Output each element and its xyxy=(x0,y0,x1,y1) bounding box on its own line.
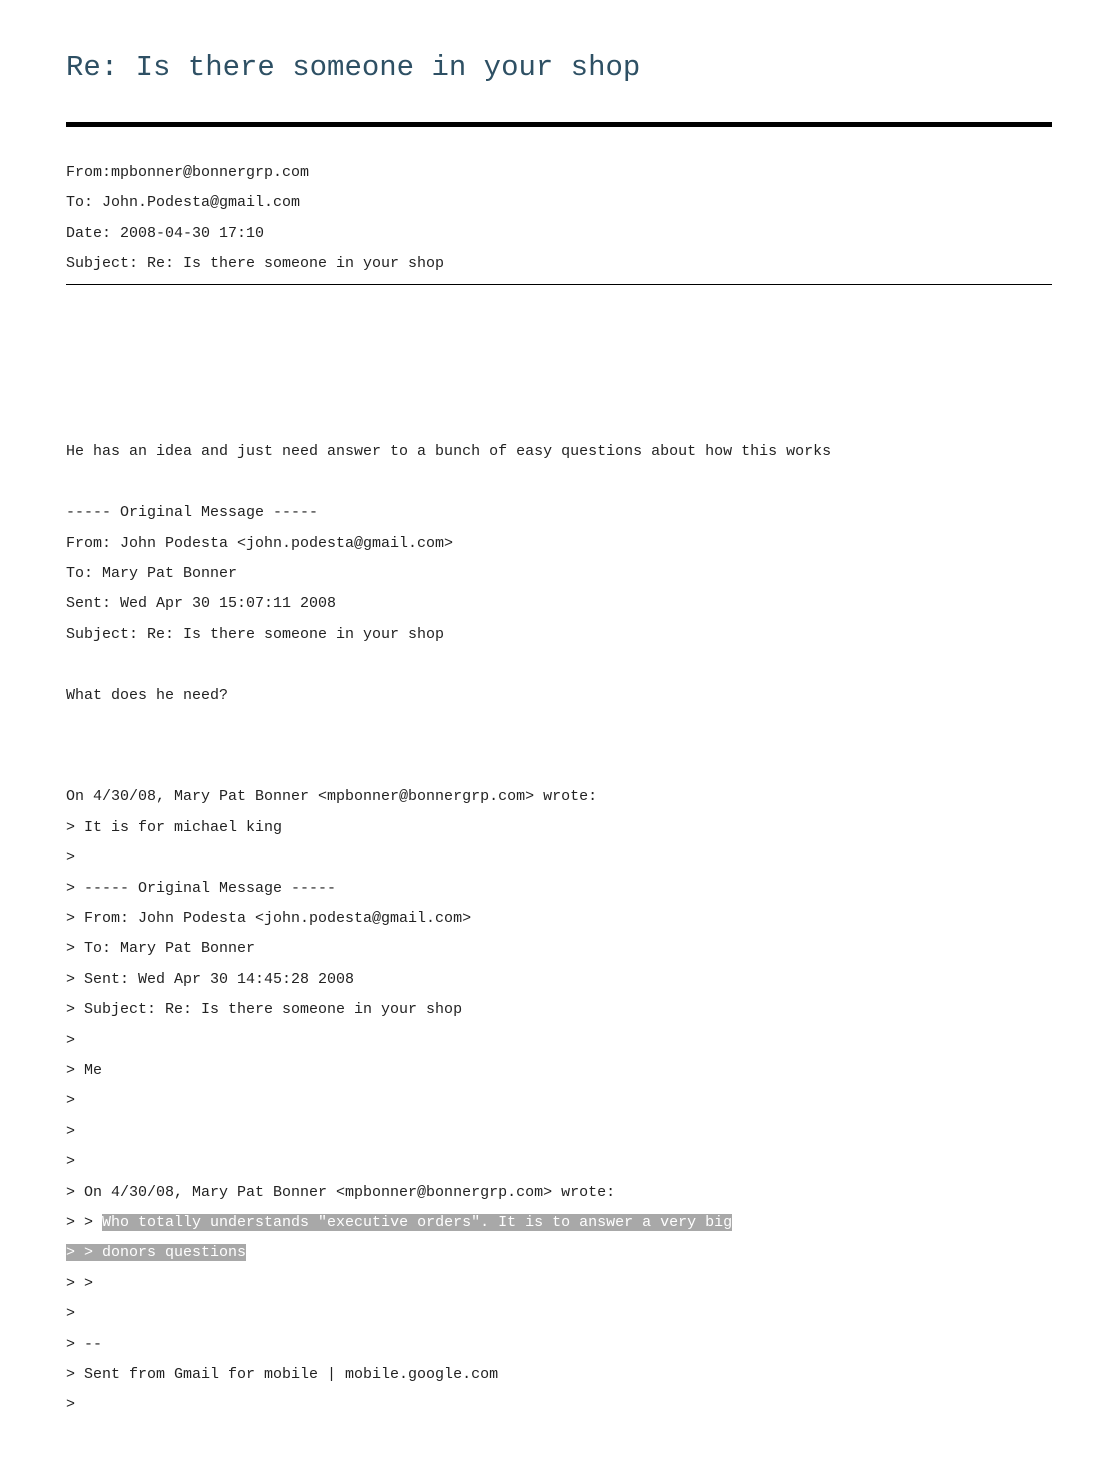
quoted-line: > xyxy=(66,1396,76,1413)
body-intro: He has an idea and just need answer to a bunch of easy questions about how this works xyxy=(66,443,832,460)
quoted-line: > Me xyxy=(66,1062,103,1079)
original-message-separator: ----- Original Message ----- xyxy=(66,504,319,521)
quoted-line: > xyxy=(66,1123,76,1140)
quoted-line: > xyxy=(66,1092,76,1109)
quoted-line-highlighted xyxy=(66,1213,732,1233)
quoted-line: > xyxy=(66,1305,76,1322)
quote-attribution: On 4/30/08, Mary Pat Bonner <mpbonner@bonnergrp.com> wrote: xyxy=(66,788,598,805)
header-date: Date: 2008-04-30 17:10 xyxy=(66,225,265,242)
original-from: From: John Podesta <john.podesta@gmail.com> xyxy=(66,535,454,552)
quoted-line: > Subject: Re: Is there someone in your shop xyxy=(66,1001,463,1018)
email-title: Re: Is there someone in your shop xyxy=(66,51,641,84)
original-to: To: Mary Pat Bonner xyxy=(66,565,238,582)
title-divider xyxy=(66,122,1052,127)
header-divider xyxy=(66,284,1052,285)
quoted-line: > -- xyxy=(66,1336,103,1353)
reply-text: What does he need? xyxy=(66,687,229,704)
original-sent: Sent: Wed Apr 30 15:07:11 2008 xyxy=(66,595,337,612)
highlighted-text: > > donors questions xyxy=(66,1244,247,1261)
quoted-line: > From: John Podesta <john.podesta@gmail.com> xyxy=(66,910,472,927)
quoted-line: > > xyxy=(66,1275,94,1292)
quoted-line: > xyxy=(66,1032,76,1049)
quoted-line: > To: Mary Pat Bonner xyxy=(66,940,256,957)
highlighted-text: Who totally understands "executive orders". It is to answer a very big xyxy=(102,1214,733,1231)
header-from: From:mpbonner@bonnergrp.com xyxy=(66,164,310,181)
quoted-line: > ----- Original Message ----- xyxy=(66,880,337,897)
quoted-line: > xyxy=(66,1153,76,1170)
original-subject: Subject: Re: Is there someone in your shop xyxy=(66,626,445,643)
quoted-line: > xyxy=(66,849,76,866)
quoted-line: > On 4/30/08, Mary Pat Bonner <mpbonner@bonnergrp.com> wrote: xyxy=(66,1184,616,1201)
quoted-line-highlighted xyxy=(66,1243,246,1263)
header-to: To: John.Podesta@gmail.com xyxy=(66,194,301,211)
quoted-line: > Sent: Wed Apr 30 14:45:28 2008 xyxy=(66,971,355,988)
quoted-line: > It is for michael king xyxy=(66,819,283,836)
header-subject: Subject: Re: Is there someone in your shop xyxy=(66,255,445,272)
quote-prefix: > > xyxy=(66,1214,103,1231)
quoted-line: > Sent from Gmail for mobile | mobile.google.com xyxy=(66,1366,499,1383)
